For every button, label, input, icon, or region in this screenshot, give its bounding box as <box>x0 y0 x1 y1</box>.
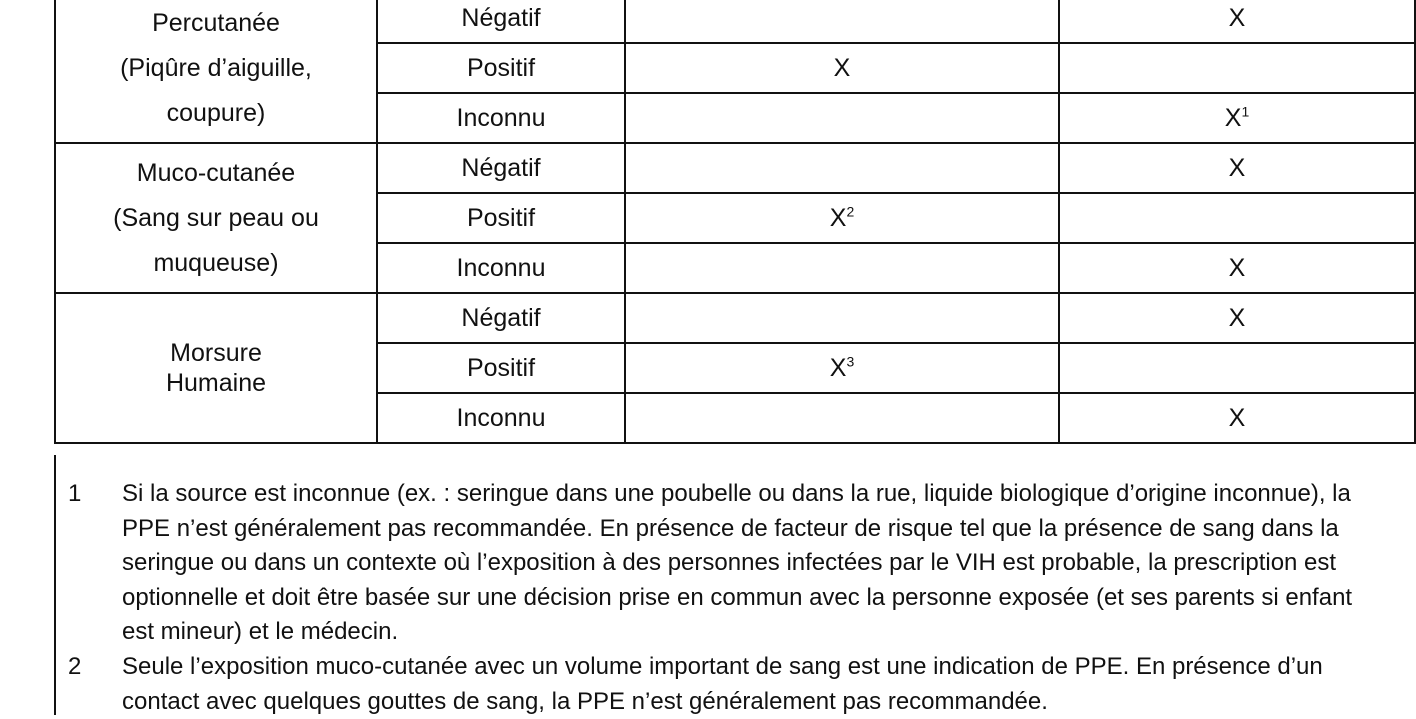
exposure-type-detail: Humaine <box>165 369 267 397</box>
exposure-type-detail: coupure) <box>166 98 266 127</box>
ppe-recommended-cell <box>625 143 1059 193</box>
source-status-cell: Positif <box>377 43 625 93</box>
ppe-recommended-cell <box>625 393 1059 443</box>
ppe-not-recommended-cell: X <box>1059 293 1415 343</box>
ppe-recommended-cell <box>625 93 1059 143</box>
ppe-not-recommended-cell: $X^1$ <box>1059 93 1415 143</box>
ppe-recommended-cell <box>625 293 1059 343</box>
ppe-not-recommended-cell: X <box>1059 393 1415 443</box>
exposure-table <box>54 0 1416 444</box>
exposure-type-detail: (Piqûre d’aiguille, <box>120 53 312 82</box>
source-status-cell: Inconnu <box>377 243 625 293</box>
ppe-not-recommended-cell <box>1059 43 1415 93</box>
source-status-cell: Positif <box>377 343 625 393</box>
footnote-text: Seule l’exposition muco-cutanée avec un volume important de sang est une indication de PPE. En présence d’un contact avec quelques gouttes de sang, la PPE n’est généralement pas recommandée. <box>122 653 1323 715</box>
footnote-text: Si la source est inconnue (ex. : seringue dans une poubelle ou dans la rue, liquide biologique d’origine inconnue), la PPE n’est généralement pas recommandée. En présence de facteur de risque tel que la présence de sang dans la seringue ou dans un contexte où l’exposition à des personnes infectées par le VIH est probable, la prescription est optionnelle et doit être basée sur une décision prise en commun avec la personne exposée (et ses parents si enfant est mineur) et le médecin. <box>122 480 1353 645</box>
ppe-not-recommended-cell: X <box>1059 143 1415 193</box>
footnote <box>68 477 1382 650</box>
ppe-not-recommended-cell: X <box>1059 243 1415 293</box>
table-row <box>55 293 1415 343</box>
ppe-not-recommended-cell <box>1059 193 1415 243</box>
exposure-table-body <box>55 0 1415 443</box>
exposure-type-cell <box>55 0 377 143</box>
source-status-cell: Négatif <box>377 0 625 43</box>
source-status-cell: Inconnu <box>377 93 625 143</box>
exposure-type-name: Percutanée <box>152 8 280 37</box>
exposure-type-detail: (Sang sur peau ou <box>113 203 319 232</box>
exposure-type-detail: muqueuse) <box>153 248 279 277</box>
footnote-number: 1 <box>68 480 82 507</box>
source-status-cell: Positif <box>377 193 625 243</box>
ppe-recommended-cell: $X^3$ <box>625 343 1059 393</box>
source-status-cell: Négatif <box>377 293 625 343</box>
source-status-cell: Inconnu <box>377 393 625 443</box>
ppe-recommended-cell <box>625 0 1059 43</box>
source-status-cell: Négatif <box>377 143 625 193</box>
footnote-number: 2 <box>68 653 82 680</box>
footnote <box>68 650 1382 719</box>
table-row <box>55 143 1415 193</box>
footnotes-section <box>54 455 1402 715</box>
exposure-type-cell <box>55 143 377 293</box>
table-row <box>55 0 1415 43</box>
exposure-type-name: Morsure <box>170 339 262 367</box>
ppe-not-recommended-cell: X <box>1059 0 1415 43</box>
ppe-recommended-cell: $X^2$ <box>625 193 1059 243</box>
exposure-type-cell <box>55 293 377 443</box>
ppe-recommended-cell: X <box>625 43 1059 93</box>
exposure-type-name: Muco-cutanée <box>136 158 296 187</box>
ppe-not-recommended-cell <box>1059 343 1415 393</box>
ppe-recommended-cell <box>625 243 1059 293</box>
